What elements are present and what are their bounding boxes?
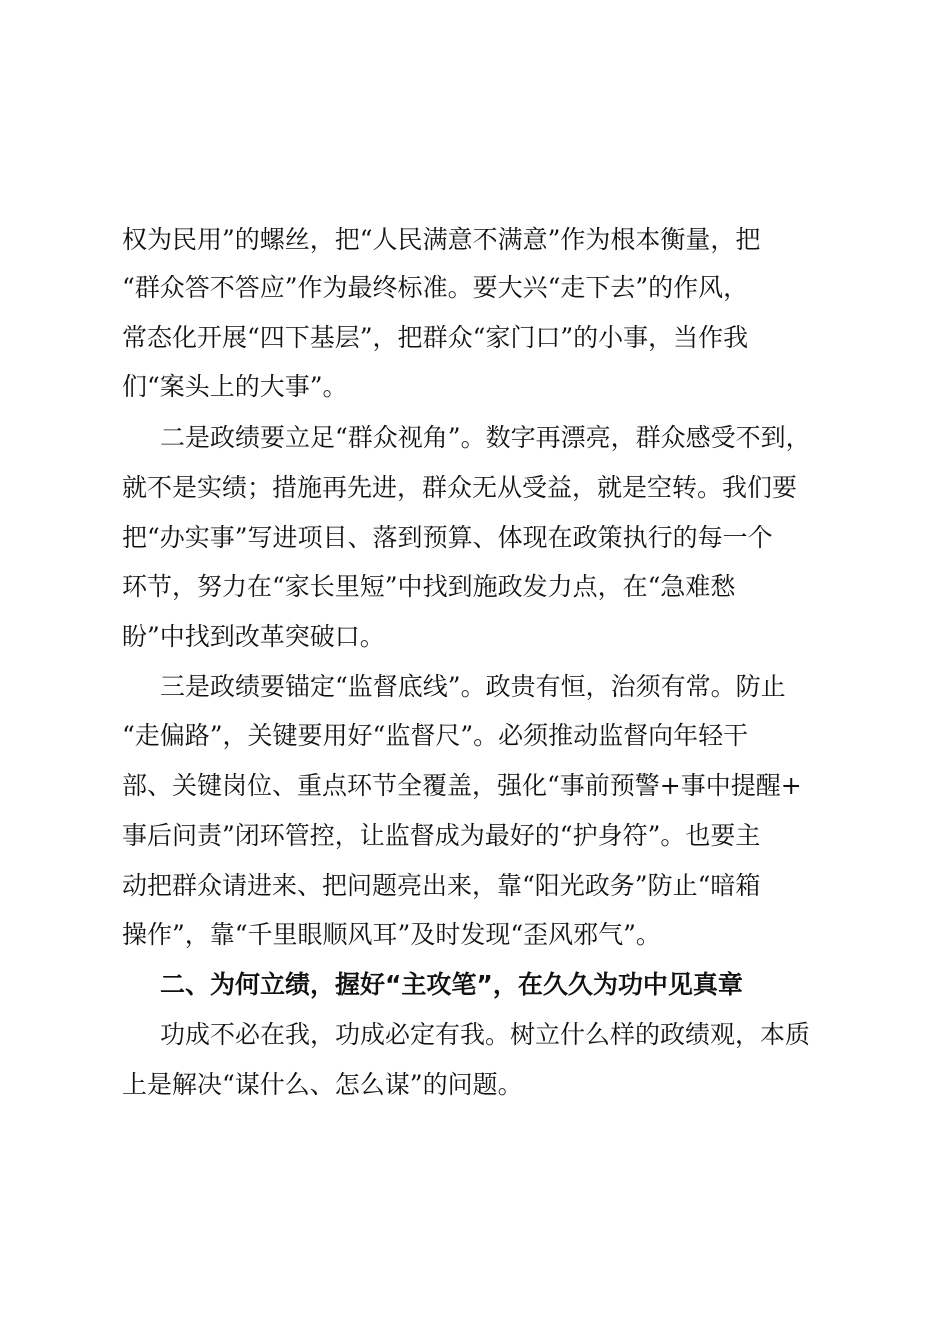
paragraph-first-line: 功成不必在我，功成必定有我。树立什么样的政绩观，本质 xyxy=(160,1020,811,1049)
text-line: 盼”中找到改革突破口。 xyxy=(122,622,385,651)
paragraph-first-line: 三是政绩要锚定“监督底线”。政贵有恒，治须有常。防止 xyxy=(160,672,786,701)
text-line: 常态化开展“四下基层”，把群众“家门口”的小事，当作我 xyxy=(122,323,749,352)
text-line: 部、关键岗位、重点环节全覆盖，强化“事前预警+事中提醒+ xyxy=(122,771,802,800)
text-line: 把“办实事”写进项目、落到预算、体现在政策执行的每一个 xyxy=(122,523,773,552)
text-line: 事后问责”闭环管控，让监督成为最好的“护身符”。也要主 xyxy=(122,821,761,850)
text-line: 权为民用”的螺丝，把“人民满意不满意”作为根本衡量，把 xyxy=(122,225,761,254)
text-line: “群众答不答应”作为最终标准。要大兴“走下去”的作风， xyxy=(122,273,749,302)
text-line: 操作”，靠“千里眼顺风耳”及时发现“歪风邪气”。 xyxy=(122,920,661,949)
text-line: 动把群众请进来、把问题亮出来，靠“阳光政务”防止“暗箱 xyxy=(122,871,761,900)
text-line: “走偏路”，关键要用好“监督尺”。必须推动监督向年轻干 xyxy=(122,721,749,750)
text-line: 上是解决“谋什么、怎么谋”的问题。 xyxy=(122,1070,523,1099)
section-heading: 二、为何立绩，握好“主攻笔”，在久久为功中见真章 xyxy=(160,970,743,999)
paragraph-first-line: 二是政绩要立足“群众视角”。数字再漂亮，群众感受不到， xyxy=(160,423,811,452)
text-line: 环节，努力在“家长里短”中找到施政发力点，在“急难愁 xyxy=(122,572,736,601)
text-line: 们“案头上的大事”。 xyxy=(122,372,348,401)
text-line: 就不是实绩；措施再先进，群众无从受益，就是空转。我们要 xyxy=(122,473,798,502)
